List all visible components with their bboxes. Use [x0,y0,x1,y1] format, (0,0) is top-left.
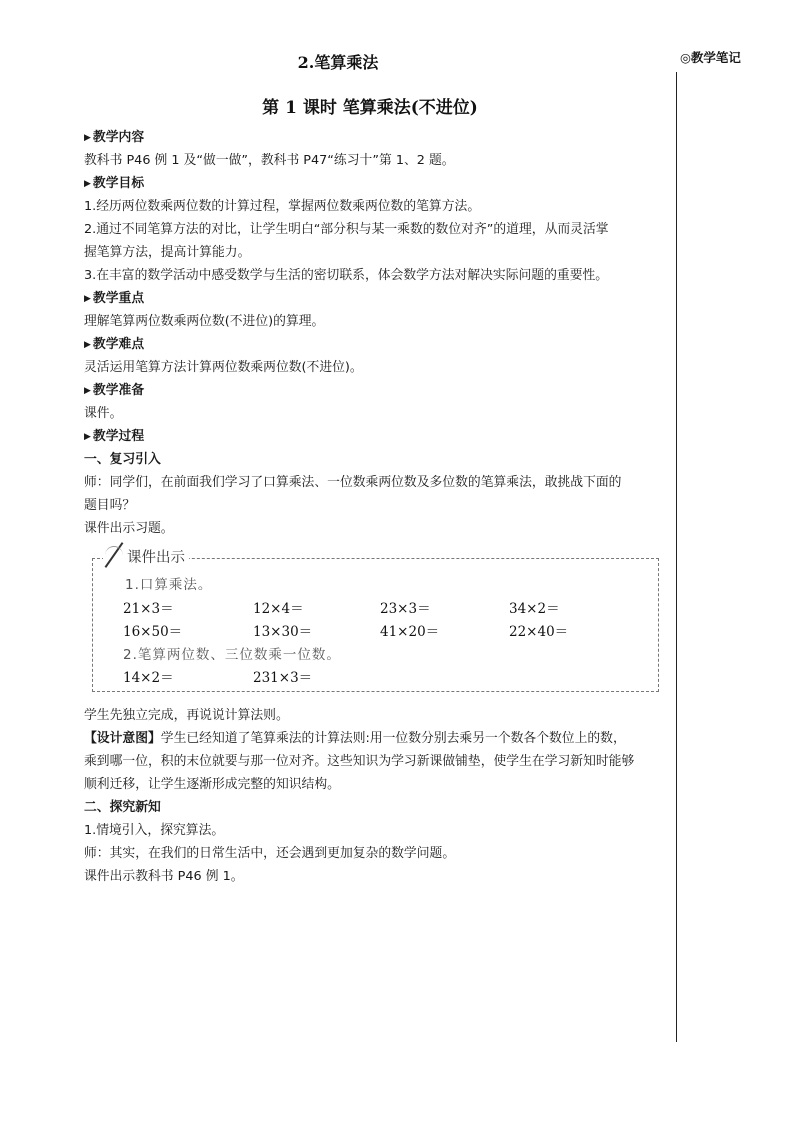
triangle-icon: ▶ [84,432,91,442]
content-heading: ▶ 教学内容 [84,130,145,145]
key-heading: ▶ 教学重点 [84,291,145,306]
notes-divider-line [676,72,677,1042]
design-intent-line2: 乘到哪一位，积的末位就要与那一位对齐。这些知识为学习新课做铺垫，使学生在学习新知时能够 [84,754,635,769]
goal-2-line1: 2.通过不同笔算方法的对比，让学生明白“部分积与某一乘数的数位对齐”的道理，从而灵活掌 [84,222,609,237]
prep-heading: ▶ 教学准备 [84,383,145,398]
design-intent-line1: 【设计意图】学生已经知道了笔算乘法的计算法则:用一位数分别去乘另一个数各个数位上的数， [84,731,626,746]
exercise-item: 14×2＝ [123,670,174,686]
difficulty-text: 灵活运用笔算方法计算两位数乘两位数(不进位)。 [84,360,363,375]
exercise-item: 231×3＝ [253,670,313,686]
courseware-box [92,549,659,692]
prep-text: 课件。 [84,406,123,421]
triangle-icon: ▶ [84,340,91,350]
difficulty-heading: ▶ 教学难点 [84,337,145,352]
students-text: 学生先独立完成，再说说计算法则。 [84,708,289,723]
courseware-box-heading: 课件出示 [103,542,189,570]
exercise-item: 34×2＝ [509,601,560,617]
courseware-line-2: 课件出示教科书 P46 例 1。 [84,869,244,884]
process-heading: ▶ 教学过程 [84,429,145,444]
triangle-icon: ▶ [84,386,91,396]
teacher-line-2: 师：其实，在我们的日常生活中，还会遇到更加复杂的数学问题。 [84,846,456,861]
design-intent-line3: 顺利迁移，让学生逐渐形成完整的知识结构。 [84,777,340,792]
exercise-item: 22×40＝ [509,624,569,640]
goal-1: 1.经历两位数乘两位数的计算过程，掌握两位数乘两位数的笔算方法。 [84,199,481,214]
goal-3: 3.在丰富的数学活动中感受数学与生活的密切联系，体会数学方法对解决实际问题的重要性。 [84,268,609,283]
triangle-icon: ▶ [84,133,91,143]
exercise-2-title: 2.笔算两位数、三位数乘一位数。 [123,647,341,663]
teaching-notes-label: ◎教学笔记 [680,50,741,65]
triangle-icon: ▶ [84,294,91,304]
goals-heading: ▶ 教学目标 [84,176,145,191]
content-text: 教科书 P46 例 1 及“做一做”，教科书 P47“练习十”第 1、2 题。 [84,153,455,168]
teacher-line-1b: 题目吗？ [84,498,136,513]
triangle-icon: ▶ [84,179,91,189]
lesson-title: 第 1 课时 笔算乘法(不进位) [262,98,478,118]
lesson-body [84,126,670,888]
pen-stroke-icon [103,542,125,570]
exercise-item: 21×3＝ [123,601,174,617]
exercise-item: 23×3＝ [380,601,431,617]
key-text: 理解笔算两位数乘两位数(不进位)的算理。 [84,314,325,329]
teacher-line-1a: 师：同学们，在前面我们学习了口算乘法、一位数乘两位数及多位数的笔算乘法，敢挑战下面的 [84,475,622,490]
exercise-item: 41×20＝ [380,624,440,640]
section-title: 2.笔算乘法 [297,53,379,72]
exercise-item: 16×50＝ [123,624,183,640]
exercise-item: 12×4＝ [253,601,304,617]
exercise-item: 13×30＝ [253,624,313,640]
design-intent-label: 【设计意图】 [84,731,161,746]
goal-2-line2: 握笔算方法，提高计算能力。 [84,245,251,260]
exercise-1-title: 1.口算乘法。 [125,577,213,593]
courseware-line-1: 课件出示习题。 [84,521,174,536]
part1-heading: 一、复习引入 [84,452,161,467]
step-1: 1.情境引入，探究算法。 [84,823,225,838]
part2-heading: 二、探究新知 [84,800,161,815]
